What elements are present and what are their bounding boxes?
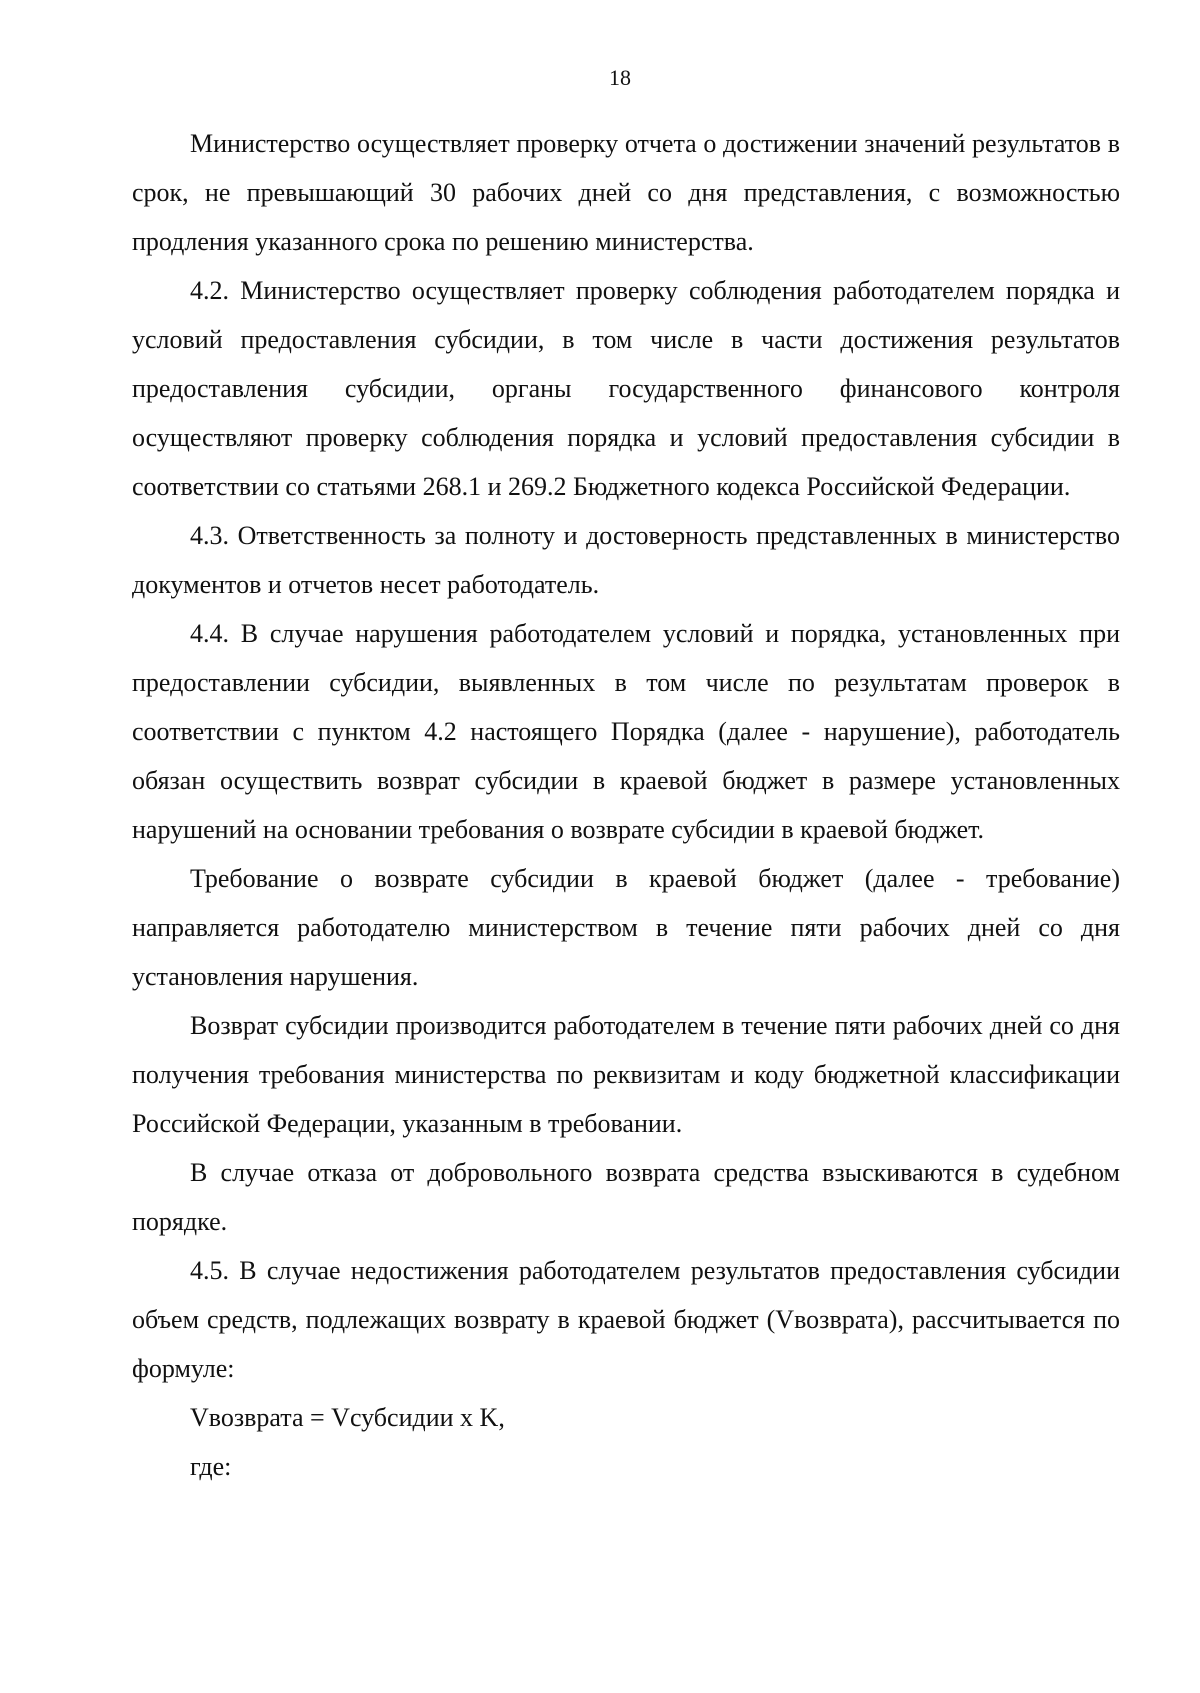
paragraph-refund-demand: Требование о возврате субсидии в краевой бюджет (далее - требование) направляется работодателю министерством в течение пяти рабочих дней со дня установления нарушения. — [132, 864, 1120, 991]
paragraph-refund-procedure: Возврат субсидии производится работодателем в течение пяти рабочих дней со дня получения требования министерства по реквизитам и коду бюджетной классификации Российской Федерации, указанным в требовании. — [132, 1011, 1120, 1138]
paragraph-4-4: 4.4. В случае нарушения работодателем условий и порядка, установленных при предоставлении субсидии, выявленных в том числе по результатам проверок в соответствии с пунктом 4.2 настоящего Порядка (далее - нарушение), работодатель обязан осуществить возврат субсидии в краевой бюджет в размере установленных нарушений на основании требования о возврате субсидии в краевой бюджет. — [132, 619, 1120, 844]
paragraph-4-2: 4.2. Министерство осуществляет проверку соблюдения работодателем порядка и условий предоставления субсидии, в том числе в части достижения результатов предоставления субсидии, органы государственного финансового контроля осуществляют проверку соблюдения порядка и условий предоставления субсидии в соответствии со статьями 268.1 и 269.2 Бюджетного кодекса Российской Федерации. — [132, 276, 1120, 501]
where-label: где: — [190, 1452, 232, 1481]
page-number: 18 — [609, 65, 631, 90]
paragraph-4-3: 4.3. Ответственность за полноту и достоверность представленных в министерство документов и отчетов несет работодатель. — [132, 521, 1120, 599]
document-body — [132, 119, 1120, 1491]
paragraph-verification-deadline: Министерство осуществляет проверку отчета о достижении значений результатов в срок, не превышающий 30 рабочих дней со дня представления, с возможностью продления указанного срока по решению министерства. — [132, 129, 1120, 256]
refund-formula: Vвозврата = Vсубсидии x K, — [190, 1403, 505, 1432]
paragraph-court-recovery: В случае отказа от добровольного возврата средства взыскиваются в судебном порядке. — [132, 1158, 1120, 1236]
paragraph-4-5: 4.5. В случае недостижения работодателем результатов предоставления субсидии объем средств, подлежащих возврату в краевой бюджет (Vвозврата), рассчитывается по формуле: — [132, 1256, 1120, 1383]
